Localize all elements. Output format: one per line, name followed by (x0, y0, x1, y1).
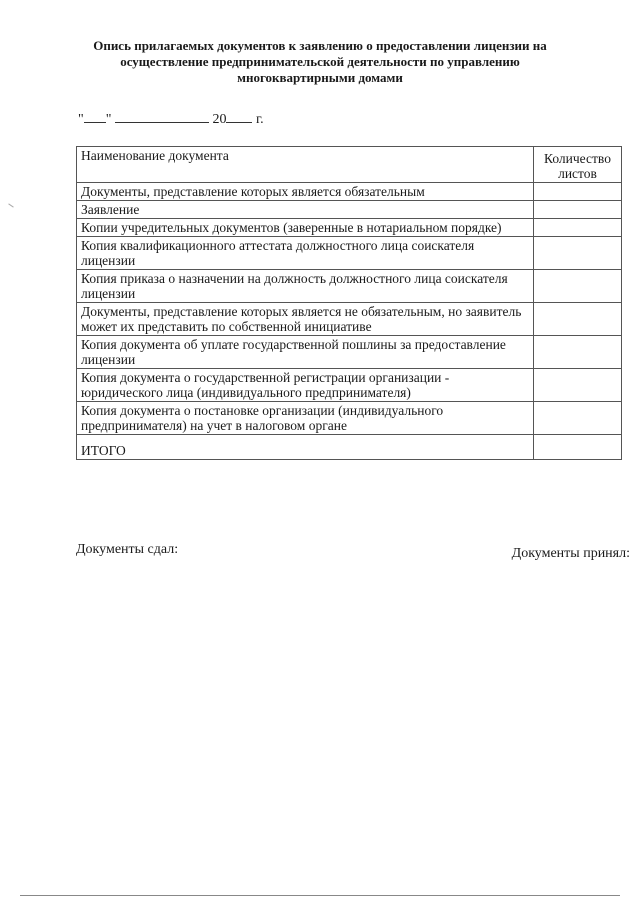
received-label: Документы принял: (511, 546, 630, 561)
total-row (77, 435, 622, 460)
row-count (534, 303, 622, 336)
row-count (534, 183, 622, 201)
row-count (534, 219, 622, 237)
year-blank (226, 110, 252, 123)
row-text: Копия квалификационного аттестата должностного лица соискателя лицензии (77, 237, 534, 270)
row-text: Копия документа о постановке организации (индивидуального предпринимателя) на учет в налоговом органе (77, 402, 534, 435)
documents-table (76, 146, 622, 460)
table-row (77, 270, 622, 303)
year-prefix: 20 (212, 112, 227, 127)
table-header-row (77, 147, 622, 183)
table-row (77, 183, 622, 201)
date-line (78, 110, 264, 128)
bottom-rule (20, 895, 620, 896)
page-title: Опись прилагаемых документов к заявлению о предоставлении лицензии на осуществление предпринимательской деятельности по управлению многоквартирными домами (93, 38, 547, 85)
month-blank (115, 110, 209, 123)
table-row (77, 237, 622, 270)
date-suffix: г. (255, 112, 264, 127)
total-label: ИТОГО (77, 435, 534, 460)
row-text: Заявление (77, 201, 534, 219)
table-row (77, 219, 622, 237)
scan-mark (8, 203, 13, 207)
row-count (534, 369, 622, 402)
row-text: Документы, представление которых является не обязательным, но заявитель может их представить по собственной инициативе (77, 303, 534, 336)
date-open-quote: " (78, 112, 84, 127)
row-text: Копия документа о государственной регистрации организации - юридического лица (индивидуального предпринимателя) (77, 369, 534, 402)
table-row (77, 402, 622, 435)
row-count (534, 402, 622, 435)
row-text: Копии учредительных документов (заверенные в нотариальном порядке) (77, 219, 534, 237)
row-text: Документы, представление которых является обязательным (77, 183, 534, 201)
table-row (77, 201, 622, 219)
row-count (534, 237, 622, 270)
table-row (77, 369, 622, 402)
date-close-quote: " (105, 112, 112, 127)
table-row (77, 303, 622, 336)
row-count (534, 336, 622, 369)
row-count (534, 201, 622, 219)
day-blank (84, 110, 106, 123)
header-name-cell: Наименование документа (77, 147, 534, 183)
header-count-cell: Количество листов (534, 147, 622, 183)
row-count (534, 270, 622, 303)
table-row (77, 336, 622, 369)
handed-over-label: Документы сдал: (76, 542, 179, 557)
row-text: Копия документа об уплате государственной пошлины за предоставление лицензии (77, 336, 534, 369)
total-value (534, 435, 622, 460)
row-text: Копия приказа о назначении на должность должностного лица соискателя лицензии (77, 270, 534, 303)
